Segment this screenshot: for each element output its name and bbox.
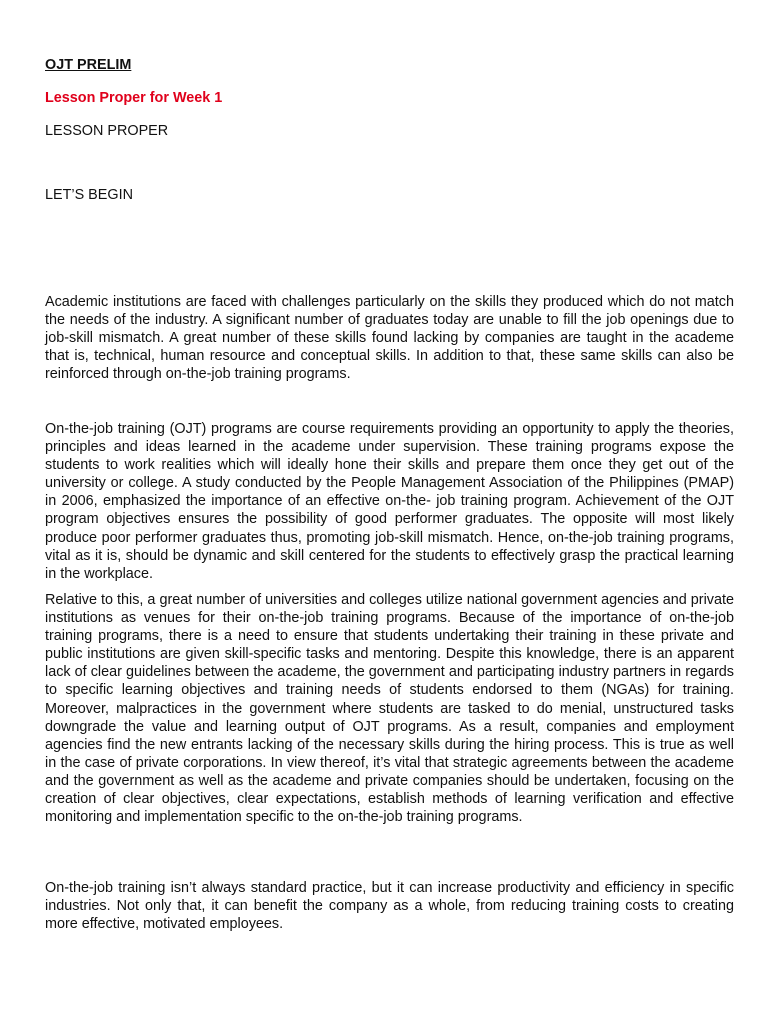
section-heading: LESSON PROPER: [45, 123, 169, 139]
paragraph: On-the-job training isn’t always standard practice, but it can increase productivity and efficiency in specific industries. Not only that, it can benefit the company as a whole, from reducing training costs to creating more effective, motivated employees.: [45, 880, 734, 933]
lesson-week-heading: Lesson Proper for Week 1: [45, 90, 223, 106]
intro-heading: LET’S BEGIN: [45, 187, 133, 203]
paragraph: On-the-job training (OJT) programs are course requirements providing an opportunity to apply the theories, principles and ideas learned in the academe under supervision. These training programs expose the students to work realities which will ideally hone their skills and prepare them once they get out of the university or college. A study conducted by the People Management Association of the Philippines (PMAP) in 2006, emphasized the importance of an effective on-the- job training program. Achievement of the OJT program objectives ensures the possibility of good performer graduates. The opposite will most likely produce poor performer graduates thus, promoting job-skill mismatch. Hence, on-the-job training programs, vital as it is, should be dynamic and skill centered for the students to effectively grasp the practical learning in the workplace.: [45, 421, 734, 582]
paragraph: Academic institutions are faced with challenges particularly on the skills they produced which do not match the needs of the industry. A significant number of graduates today are unable to fill the job openings due to job-skill mismatch. A great number of these skills found lacking by companies are taught in the academe that is, technical, human resource and conceptual skills. In addition to that, these same skills can also be reinforced through on-the-job training programs.: [45, 294, 734, 383]
document-title: OJT PRELIM: [45, 57, 132, 73]
paragraph: Relative to this, a great number of universities and colleges utilize national government agencies and private institutions as venues for their on-the-job training programs. Because of the importance of on-the-job training programs, there is a need to ensure that students undertaking their training in these private and public institutions are given skill-specific tasks and mentoring. Despite this knowledge, there is an apparent lack of clear guidelines between the academe, the government and participating industry partners in regards to specific learning objectives and training needs of students endorsed to them (NGAs) for training. Moreover, malpractices in the government where students are tasked to do menial, unstructured tasks downgrade the value and learning output of OJT programs. As a result, companies and employment agencies find the new entrants lacking of the necessary skills during the hiring process. This is true as well in the case of private corporations. In view thereof, it’s vital that strategic agreements between the academe and the government as well as the academe and private companies should be undertaken, focusing on the creation of clear objectives, clear expectations, establish methods of learning verification and effective monitoring and implementation specific to the on-the-job training programs.: [45, 592, 734, 826]
